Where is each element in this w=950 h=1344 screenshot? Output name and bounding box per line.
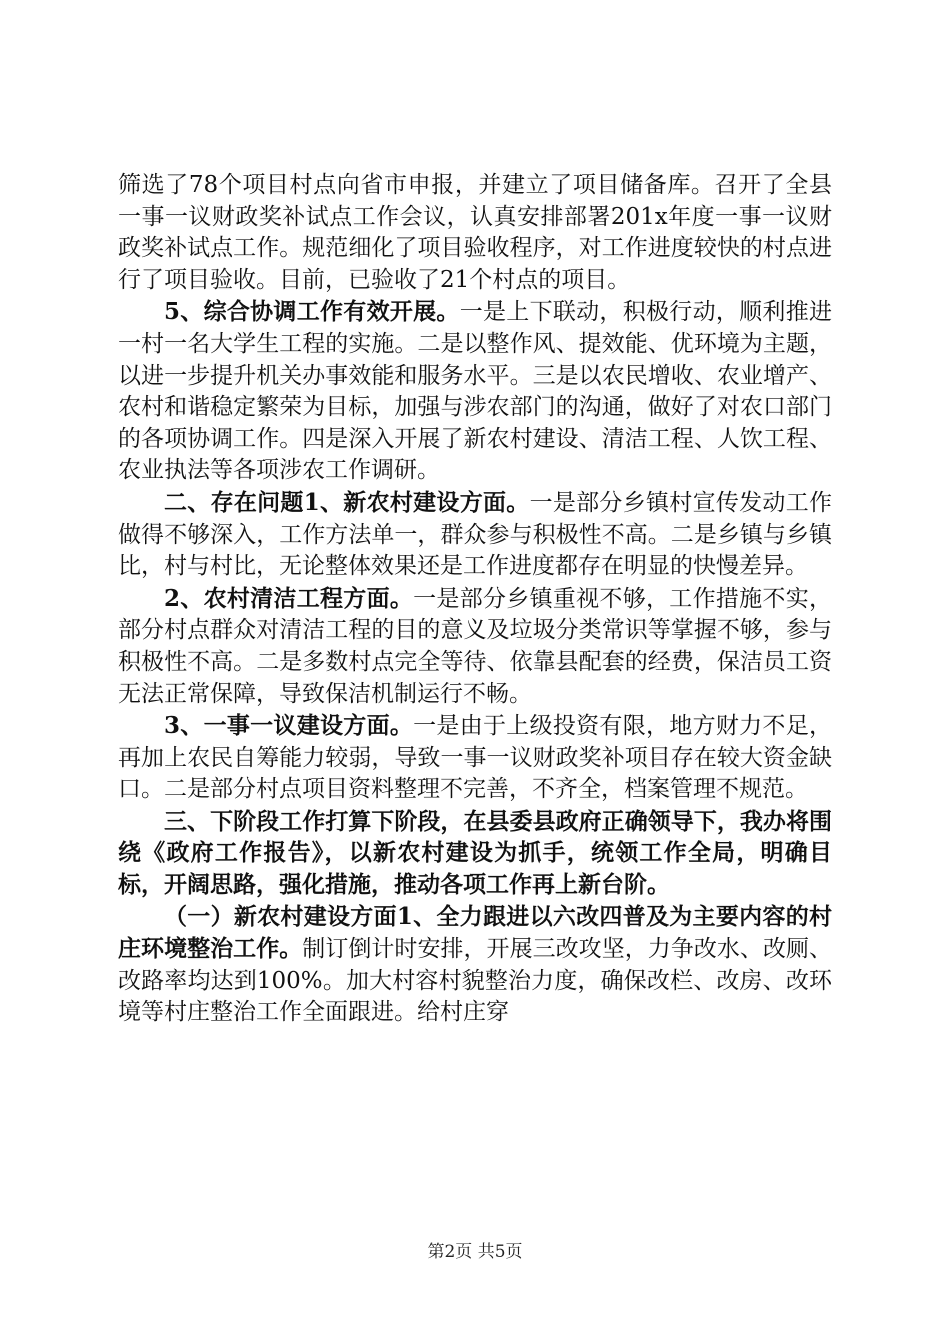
section-heading: 2、农村清洁工程方面。 [164,584,414,612]
paragraph-problems-clean-project [118,583,832,710]
paragraph-text: 三、下阶段工作打算下阶段，在县委县政府正确领导下，我办将围绕《政府工作报告》，以新农村建设为抓手，统领工作全局，明确目标，开阔思路，强化措施，推动各项工作再上新台阶。 [118,807,832,899]
paragraph-text: 一是部分乡镇重视不够，工作措施不实，部分村点群众对清洁工程的目的意义及垃圾分类常识等掌握不够，参与积极性不高。二是多数村点完全等待、依靠县配套的经费，保洁员工资无法正常保障，导致保洁机制运行不畅。 [118,585,832,707]
section-heading: 5、综合协调工作有效开展。 [164,298,460,326]
page-number-footer: 第2页 共5页 [427,1242,523,1262]
paragraph-text: 筛选了78个项目村点向省市申报，并建立了项目储备库。召开了全县一事一议财政奖补试点工作会议，认真安排部署201x年度一事一议财政奖补试点工作。规范细化了项目验收程序，对工作进度较快的村点进行了项目验收。目前，已验收了21个村点的项目。 [118,172,832,293]
paragraph-new-rural-plan [118,901,832,1029]
paragraph-coordination [118,296,832,487]
section-heading: 3、一事一议建设方面。 [164,712,414,740]
paragraph-project-review [118,170,832,296]
paragraph-problems-new-rural [118,487,832,583]
paragraph-problems-one-matter [118,710,832,806]
document-body [118,170,832,1029]
paragraph-text: 一是上下联动，积极行动，顺利推进一村一名大学生工程的实施。二是以整作风、提效能、优环境为主题，以进一步提升机关办事效能和服务水平。三是以农民增收、农业增产、农村和谐稳定繁荣为目标，加强与涉农部门的沟通，做好了对农口部门的各项协调工作。四是深入开展了新农村建设、清洁工程、人饮工程、农业执法等各项涉农工作调研。 [118,299,832,484]
section-heading: （一）新农村建设方面1、全力跟进以六改四普及为主要内容的村庄环境整治工作。 [118,902,832,963]
section-heading: 二、存在问题1、新农村建设方面。 [164,488,530,516]
paragraph-text: 一是由于上级投资有限，地方财力不足，再加上农民自筹能力较弱，导致一事一议财政奖补项目存在较大资金缺口。二是部分村点项目资料整理不完善，不齐全，档案管理不规范。 [118,713,832,803]
paragraph-text: 一是部分乡镇村宣传发动工作做得不够深入，工作方法单一，群众参与积极性不高。二是乡镇与乡镇比，村与村比，无论整体效果还是工作进度都存在明显的快慢差异。 [118,489,832,580]
paragraph-text: 制订倒计时安排，开展三改攻坚，力争改水、改厕、改路率均达到100%。加大村容村貌整治力度，确保改栏、改房、改环境等村庄整治工作全面跟进。给村庄穿 [118,936,833,1026]
paragraph-next-stage-plan [118,806,832,901]
